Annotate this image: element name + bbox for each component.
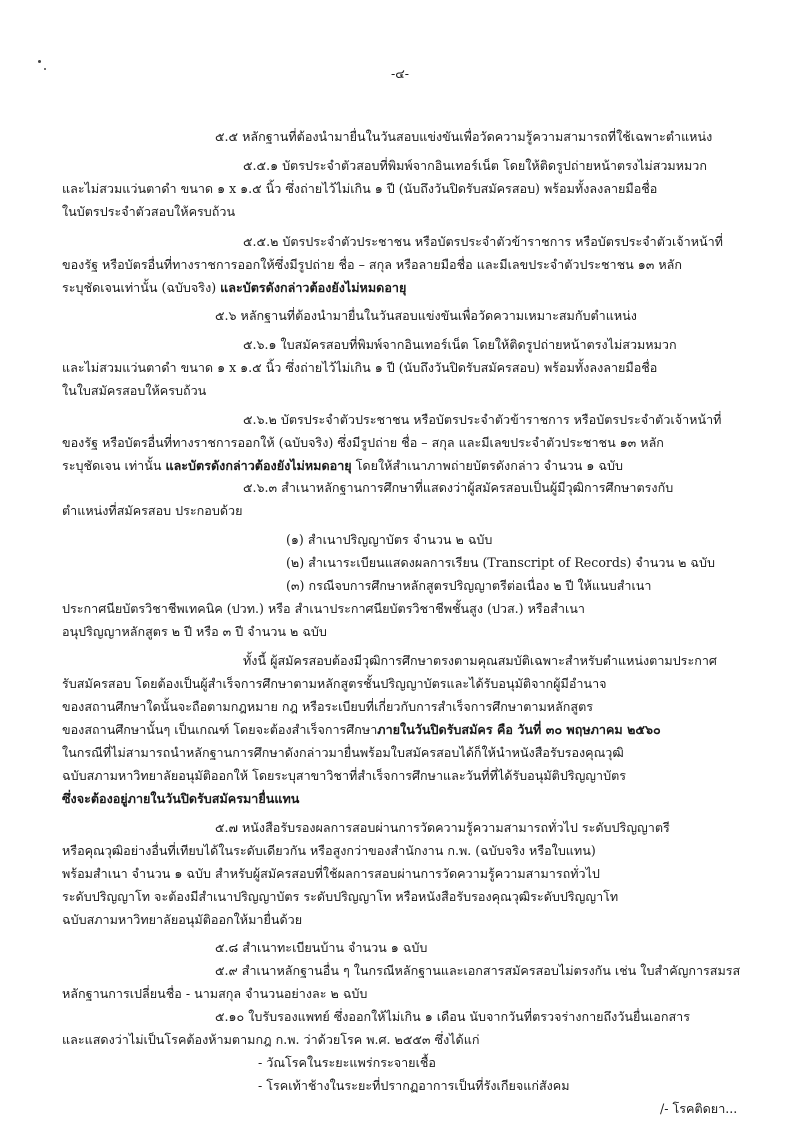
bold-text: และบัตรดังกล่าวต้องยังไม่หมดอายุ: [165, 458, 352, 473]
paragraph-line: [62, 787, 662, 810]
paragraph-line: [62, 379, 562, 402]
text-run: ฉบับสภามหาวิทยาลัยอนุมัติออกให้มายื่นด้วย: [62, 912, 303, 927]
text-run: ๕.๖.๑ ใบสมัครสอบที่พิมพ์จากอินเทอร์เน็ต โดยให้ติดรูปถ่ายหน้าตรงไม่สวมหมวก: [243, 337, 677, 352]
text-run: ๕.๖ หลักฐานที่ต้องนำมายื่นในวันสอบแข่งขันเพื่อวัดความเหมาะสมกับตำแหน่ง: [215, 308, 637, 323]
text-run: และไม่สวมแว่นตาดำ ขนาด ๑ x ๑.๕ นิ้ว ซึ่งถ่ายไว้ไม่เกิน ๑ ปี (นับถึงวันปิดรับสมัครสอบ) พร้อมทั้งลงลายมือชื่อ: [62, 360, 658, 375]
text-run: และไม่สวมแว่นตาดำ ขนาด ๑ x ๑.๕ นิ้ว ซึ่งถ่ายไว้ไม่เกิน ๑ ปี (นับถึงวันปิดรับสมัครสอบ) พร้อมทั้งลงลายมือชื่อ: [62, 181, 658, 196]
paragraph-line: [62, 764, 767, 787]
paragraph-line: [62, 718, 767, 741]
paragraph-line: [62, 862, 767, 885]
text-run: พร้อมสำเนา จำนวน ๑ ฉบับ สำหรับผู้สมัครสอบที่ใช้ผลการสอบผ่านการวัดความรู้ความสามารถทั่วไป: [62, 866, 600, 881]
paragraph-line: [62, 431, 767, 454]
section-heading: [215, 816, 760, 839]
text-run: ประกาศนียบัตรวิชาชีพเทคนิค (ปวท.) หรือ สำเนาประกาศนียบัตรวิชาชีพชั้นสูง (ปวส.) หรือสำเนา: [62, 601, 585, 616]
paragraph-line: [62, 695, 767, 718]
text-run: ทั้งนี้ ผู้สมัครสอบต้องมีวุฒิการศึกษาตรงตามคุณสมบัติเฉพาะสำหรับตำแหน่งตามประกาศ: [243, 653, 717, 668]
section-heading: [215, 959, 767, 982]
text-run: ๕.๙ สำเนาหลักฐานอื่น ๆ ในกรณีหลักฐานและเอกสารสมัครสอบไม่ตรงกัน เช่น ใบสำคัญการสมรส: [215, 963, 741, 978]
subsection-paragraph: [243, 333, 760, 356]
text-run: ระดับปริญญาโท จะต้องมีสำเนาปริญญาบัตร ระดับปริญญาโท หรือหนังสือรับรองคุณวุฒิระดับปริญญาโท: [62, 889, 619, 904]
paragraph-line: [62, 908, 662, 931]
paragraph-line: [62, 356, 767, 379]
bold-text: ซึ่งจะต้องอยู่ภายในวันปิดรับสมัครมายื่นแทน: [62, 791, 300, 806]
paragraph-line: [62, 454, 767, 477]
paragraph-line: [62, 672, 767, 695]
paragraph-line: [62, 276, 762, 299]
text-run: (๒) สำเนาระเบียนแสดงผลการเรียน (Transcript of Records) จำนวน ๒ ฉบับ: [286, 555, 715, 570]
subsection-paragraph: [243, 476, 760, 499]
list-item: [286, 551, 760, 574]
paragraph-line: [62, 253, 767, 276]
text-run: และแสดงว่าไม่เป็นโรคต้องห้ามตามกฎ ก.พ. ว่าด้วยโรค พ.ศ. ๒๕๕๓ ซึ่งได้แก่: [62, 1032, 480, 1047]
text-run: ของรัฐ หรือบัตรอื่นที่ทางราชการออกให้ซึ่งมีรูปถ่าย ชื่อ – สกุล หรือลายมือชื่อ และมีเลขประจำตัวประชาชน ๑๓ หลัก: [62, 257, 683, 272]
text-run: อนุปริญญาหลักสูตร ๒ ปี หรือ ๓ ปี จำนวน ๒ ฉบับ: [62, 624, 327, 639]
paragraph-line: [62, 839, 767, 862]
text-run: - โรคเท้าช้างในระยะที่ปรากฏอาการเป็นที่รังเกียจแก่สังคม: [258, 1078, 570, 1093]
text-run: ในบัตรประจำตัวสอบให้ครบถ้วน: [62, 204, 236, 219]
text-run: โดยให้สำเนาภาพถ่ายบัตรดังกล่าว จำนวน ๑ ฉบับ: [351, 458, 623, 473]
subsection-paragraph: [243, 230, 760, 253]
text-run: ๕.๘ สำเนาทะเบียนบ้าน จำนวน ๑ ฉบับ: [215, 940, 428, 955]
paragraph-line: [62, 1028, 762, 1051]
text-run: ของรัฐ หรือบัตรอื่นที่ทางราชการออกให้ (ฉบับจริง) ซึ่งมีรูปถ่าย ชื่อ – สกุล และมีเลขประจำตัวประชาชน ๑๓ หลัก: [62, 435, 664, 450]
text-run: (๓) กรณีจบการศึกษาหลักสูตรปริญญาตรีต่อเนื่อง ๒ ปี ให้แนบสำเนา: [286, 578, 652, 593]
paragraph-line: [62, 885, 767, 908]
continuation-marker: [660, 1097, 780, 1120]
text-run: ๕.๑๐ ใบรับรองแพทย์ ซึ่งออกให้ไม่เกิน ๑ เดือน นับจากวันที่ตรวจร่างกายถึงวันยื่นเอกสาร: [215, 1009, 691, 1024]
paragraph-line: [62, 499, 562, 522]
scan-speck: [44, 68, 46, 70]
text-run: ระบุชัดเจน เท่านั้น: [62, 458, 166, 473]
bold-text: ภายในวันปิดรับสมัคร คือ วันที่ ๓๐ พฤษภาคม ๒๕๖๐: [377, 722, 661, 737]
bold-text: และบัตรดังกล่าวต้องยังไม่หมดอายุ: [220, 280, 407, 295]
section-heading: [215, 1005, 767, 1028]
text-run: ตำแหน่งที่สมัครสอบ ประกอบด้วย: [62, 503, 243, 518]
text-run: ๕.๖.๓ สำเนาหลักฐานการศึกษาที่แสดงว่าผู้สมัครสอบเป็นผู้มีวุฒิการศึกษาตรงกับ: [243, 480, 674, 495]
text-run: ๕.๗ หนังสือรับรองผลการสอบผ่านการวัดความรู้ความสามารถทั่วไป ระดับปริญญาตรี: [215, 820, 670, 835]
paragraph-line: [62, 177, 767, 200]
list-item: [286, 574, 760, 597]
text-run: ในกรณีที่ไม่สามารถนำหลักฐานการศึกษาดังกล่าวมายื่นพร้อมใบสมัครสอบได้ก็ให้นำหนังสือรับรองคุณวุฒิ: [62, 745, 624, 760]
section-heading: [215, 304, 760, 327]
paragraph-line: [62, 200, 562, 223]
section-heading: [215, 125, 760, 148]
text-run: รับสมัครสอบ โดยต้องเป็นผู้สำเร็จการศึกษาตามหลักสูตรชั้นปริญญาบัตรและได้รับอนุมัติจากผู้มีอำนาจ: [62, 676, 607, 691]
subsection-paragraph: [243, 408, 760, 431]
text-run: ๕.๕.๒ บัตรประจำตัวประชาชน หรือบัตรประจำตัวข้าราชการ หรือบัตรประจำตัวเจ้าหน้าที่: [243, 234, 723, 249]
text-run: - วัณโรคในระยะแพร่กระจายเชื้อ: [258, 1055, 436, 1070]
paragraph-line: [62, 597, 767, 620]
paragraph-line: [62, 741, 767, 764]
text-run: ของสถานศึกษานั้นๆ เป็นเกณฑ์ โดยจะต้องสำเร็จการศึกษา: [62, 722, 378, 737]
paragraph-line: [62, 620, 662, 643]
text-run: ๕.๕.๑ บัตรประจำตัวสอบที่พิมพ์จากอินเทอร์เน็ต โดยให้ติดรูปถ่ายหน้าตรงไม่สวมหมวก: [243, 158, 707, 173]
text-run: ๕.๕ หลักฐานที่ต้องนำมายื่นในวันสอบแข่งขันเพื่อวัดความรู้ความสามารถที่ใช้เฉพาะตำแหน่ง: [215, 129, 713, 144]
text-run: (๑) สำเนาปริญญาบัตร จำนวน ๒ ฉบับ: [286, 532, 493, 547]
list-item: [286, 528, 760, 551]
subsection-paragraph: [243, 154, 760, 177]
scan-speck: [38, 60, 41, 63]
note-paragraph: [243, 649, 760, 672]
text-run: ฉบับสภามหาวิทยาลัยอนุมัติออกให้ โดยระบุสาขาวิชาที่สำเร็จการศึกษาและวันที่ที่ได้รับอนุมัติปริญญาบัตร: [62, 768, 627, 783]
bullet-item: [258, 1074, 758, 1097]
text-run: หรือคุณวุฒิอย่างอื่นที่เทียบได้ในระดับเดียวกัน หรือสูงกว่าของสำนักงาน ก.พ. (ฉบับจริง หรือใบแทน): [62, 843, 596, 858]
text-run: ของสถานศึกษาใดนั้นจะถือตามกฎหมาย กฎ หรือระเบียบที่เกี่ยวกับการสำเร็จการศึกษาตามหลักสูตร: [62, 699, 594, 714]
section-heading: [215, 936, 760, 959]
page-number: -๔-: [390, 66, 410, 81]
text-run: หลักฐานการเปลี่ยนชื่อ - นามสกุล จำนวนอย่างละ ๒ ฉบับ: [62, 986, 368, 1001]
bullet-item: [258, 1051, 758, 1074]
text-run: ระบุชัดเจนเท่านั้น (ฉบับจริง): [62, 280, 221, 295]
text-run: /- โรคติดยา...: [660, 1101, 738, 1116]
text-run: ๕.๖.๒ บัตรประจำตัวประชาชน หรือบัตรประจำตัวข้าราชการ หรือบัตรประจำตัวเจ้าหน้าที่: [243, 412, 722, 427]
text-run: ในใบสมัครสอบให้ครบถ้วน: [62, 383, 207, 398]
paragraph-line: [62, 982, 662, 1005]
